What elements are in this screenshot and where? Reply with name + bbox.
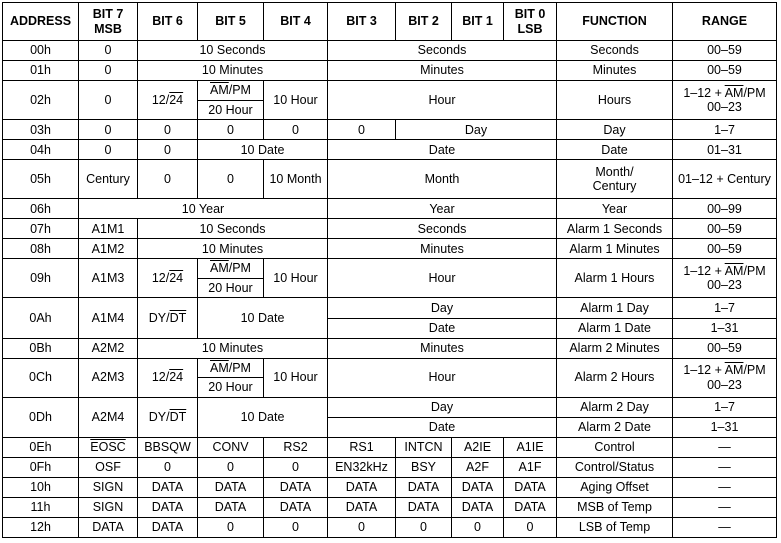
bit4-cell: 10 Month	[264, 160, 328, 199]
bit1-cell: A2IE	[452, 437, 504, 457]
lower-nibble-cell: Hour	[328, 358, 557, 397]
function-cell: Control/Status	[557, 457, 673, 477]
bit5-cell: $\overline{AM}/PM$ 20 Hour	[198, 81, 264, 120]
header-row	[3, 3, 777, 41]
bit5-cell: $\overline{AM}/PM$ 20 Hour	[198, 259, 264, 298]
range-cell: 00–59	[673, 61, 777, 81]
bit5-cell: $\overline{AM}/PM$ 20 Hour	[198, 358, 264, 397]
bit1-cell: DATA	[452, 497, 504, 517]
register-row-11h	[3, 497, 777, 517]
address-cell: 05h	[3, 160, 79, 199]
range-cell: 1–7	[673, 397, 777, 417]
bit4-cell: 10 Hour	[264, 358, 328, 397]
bit6-cell: 12/24	[138, 259, 198, 298]
upper-nibble-cell: 10 Minutes	[138, 61, 328, 81]
bit6-cell: 0	[138, 120, 198, 140]
bit4-cell: DATA	[264, 477, 328, 497]
function-cell: Hours	[557, 81, 673, 120]
lower-nibble-date-cell: Date	[328, 417, 557, 437]
range-cell: —	[673, 477, 777, 497]
register-row-12h	[3, 517, 777, 537]
bit4-cell: 10 Hour	[264, 259, 328, 298]
address-cell: 01h	[3, 61, 79, 81]
lower-nibble-cell: Seconds	[328, 219, 557, 239]
function-cell: Control	[557, 437, 673, 457]
bit6-cell: 12/24	[138, 358, 198, 397]
upper-nibble-cell: 10 Year	[79, 199, 328, 219]
bit3-cell: EN32kHz	[328, 457, 396, 477]
address-cell: 00h	[3, 41, 79, 61]
bit0-cell: DATA	[504, 497, 557, 517]
register-row-01h	[3, 61, 777, 81]
range-cell: 01–12 + Century	[673, 160, 777, 199]
bit7-cell: DATA	[79, 517, 138, 537]
function-cell: Alarm 2 Date	[557, 417, 673, 437]
header-function: FUNCTION	[557, 3, 673, 41]
bit7-cell: A1M3	[79, 259, 138, 298]
bit7-cell: A1M1	[79, 219, 138, 239]
bit1-cell: 0	[452, 517, 504, 537]
bit6-cell: DATA	[138, 477, 198, 497]
address-cell: 0Ch	[3, 358, 79, 397]
register-row-10h	[3, 477, 777, 497]
range-cell: —	[673, 457, 777, 477]
range-cell: 1–7	[673, 120, 777, 140]
header-bit6: BIT 6	[138, 3, 198, 41]
header-range: RANGE	[673, 3, 777, 41]
bit1-cell: DATA	[452, 477, 504, 497]
range-cell: $1-12 + \overline{AM}/PM$ 00–23	[673, 259, 777, 298]
lower-nibble-cell: Seconds	[328, 41, 557, 61]
bit7-cell: OSF	[79, 457, 138, 477]
bit6-cell: 0	[138, 140, 198, 160]
bit7-cell: 0	[79, 61, 138, 81]
bit3-cell: DATA	[328, 477, 396, 497]
bit7-cell: A2M4	[79, 397, 138, 437]
address-cell: 0Fh	[3, 457, 79, 477]
register-row-0ch	[3, 358, 777, 397]
lower-nibble-cell: Hour	[328, 259, 557, 298]
register-row-06h	[3, 199, 777, 219]
bit3-cell: DATA	[328, 497, 396, 517]
range-cell: 1–7	[673, 298, 777, 318]
register-row-08h	[3, 239, 777, 259]
bit7-cell: 0	[79, 41, 138, 61]
range-cell: 00–59	[673, 239, 777, 259]
bit7-cell: SIGN	[79, 497, 138, 517]
bit4-cell: 10 Hour	[264, 81, 328, 120]
function-cell: Month/ Century	[557, 160, 673, 199]
bit5-cell: 0	[198, 120, 264, 140]
bit2-cell: INTCN	[396, 437, 452, 457]
bit6-cell: BBSQW	[138, 437, 198, 457]
register-row-0fh	[3, 457, 777, 477]
header-bit5: BIT 5	[198, 3, 264, 41]
address-cell: 0Ah	[3, 298, 79, 338]
function-cell: Alarm 1 Minutes	[557, 239, 673, 259]
function-cell: Minutes	[557, 61, 673, 81]
lower-nibble-cell: Hour	[328, 81, 557, 120]
lower-nibble-date-cell: Date	[328, 318, 557, 338]
register-row-04h	[3, 140, 777, 160]
day-bits-cell: Day	[396, 120, 557, 140]
register-row-0bh	[3, 338, 777, 358]
function-cell: Alarm 1 Hours	[557, 259, 673, 298]
bit7-cell: Century	[79, 160, 138, 199]
bit6-cell: $DY/\overline{DT}$	[138, 397, 198, 437]
lower-nibble-cell: Month	[328, 160, 557, 199]
bit4-cell: RS2	[264, 437, 328, 457]
function-cell: MSB of Temp	[557, 497, 673, 517]
bit5-cell: 0	[198, 160, 264, 199]
bit3-cell: 0	[328, 517, 396, 537]
function-cell: Alarm 2 Minutes	[557, 338, 673, 358]
bit7-cell: 0	[79, 81, 138, 120]
upper-nibble-cell: 10 Date	[198, 298, 328, 338]
header-bit1: BIT 1	[452, 3, 504, 41]
address-cell: 06h	[3, 199, 79, 219]
bit5-cell: 0	[198, 457, 264, 477]
bit6-cell: DATA	[138, 497, 198, 517]
lower-nibble-day-cell: Day	[328, 298, 557, 318]
bit6-cell: 0	[138, 457, 198, 477]
header-bit4: BIT 4	[264, 3, 328, 41]
function-cell: LSB of Temp	[557, 517, 673, 537]
bit6-cell: 0	[138, 160, 198, 199]
address-cell: 04h	[3, 140, 79, 160]
range-cell: —	[673, 497, 777, 517]
function-cell: Alarm 1 Day	[557, 298, 673, 318]
function-cell: Alarm 2 Hours	[557, 358, 673, 397]
bit2-cell: BSY	[396, 457, 452, 477]
range-cell: 00–59	[673, 219, 777, 239]
bit2-cell: DATA	[396, 497, 452, 517]
bit7-cell: EOSC	[79, 437, 138, 457]
range-cell: —	[673, 437, 777, 457]
header-bit0: BIT 0 LSB	[504, 3, 557, 41]
function-cell: Year	[557, 199, 673, 219]
bit7-cell: A2M3	[79, 358, 138, 397]
bit4-cell: 0	[264, 517, 328, 537]
header-bit7: BIT 7 MSB	[79, 3, 138, 41]
address-cell: 0Eh	[3, 437, 79, 457]
function-cell: Date	[557, 140, 673, 160]
bit2-cell: 0	[396, 517, 452, 537]
lower-nibble-day-cell: Day	[328, 397, 557, 417]
address-cell: 03h	[3, 120, 79, 140]
upper-nibble-cell: 10 Date	[198, 397, 328, 437]
address-cell: 0Bh	[3, 338, 79, 358]
range-cell: 01–31	[673, 140, 777, 160]
address-cell: 09h	[3, 259, 79, 298]
bit7-cell: A1M2	[79, 239, 138, 259]
bit5-cell: 0	[198, 517, 264, 537]
range-cell: $1-12 + \overline{AM}/PM$ 00–23	[673, 81, 777, 120]
register-row-03h	[3, 120, 777, 140]
register-row-00h	[3, 41, 777, 61]
lower-nibble-cell: Date	[328, 140, 557, 160]
lower-nibble-cell: Minutes	[328, 338, 557, 358]
header-bit2: BIT 2	[396, 3, 452, 41]
bit2-cell: DATA	[396, 477, 452, 497]
lower-nibble-cell: Minutes	[328, 61, 557, 81]
function-cell: Day	[557, 120, 673, 140]
bit4-cell: 0	[264, 120, 328, 140]
address-cell: 02h	[3, 81, 79, 120]
bit5-cell: DATA	[198, 497, 264, 517]
function-cell: Alarm 2 Day	[557, 397, 673, 417]
address-cell: 07h	[3, 219, 79, 239]
bit0-cell: DATA	[504, 477, 557, 497]
bit0-cell: A1F	[504, 457, 557, 477]
bit7-cell: A2M2	[79, 338, 138, 358]
function-cell: Seconds	[557, 41, 673, 61]
upper-nibble-cell: 10 Seconds	[138, 41, 328, 61]
bit7-cell: SIGN	[79, 477, 138, 497]
register-row-0ah	[3, 298, 777, 318]
bit6-cell: DATA	[138, 517, 198, 537]
bit4-cell: 0	[264, 457, 328, 477]
register-row-05h	[3, 160, 777, 199]
bit3-cell: 0	[328, 120, 396, 140]
header-bit3: BIT 3	[328, 3, 396, 41]
lower-nibble-cell: Minutes	[328, 239, 557, 259]
bit7-cell: 0	[79, 140, 138, 160]
bit4-cell: DATA	[264, 497, 328, 517]
register-map-table	[2, 2, 777, 538]
bit5-cell: CONV	[198, 437, 264, 457]
register-row-0eh	[3, 437, 777, 457]
bit7-cell: A1M4	[79, 298, 138, 338]
function-cell: Alarm 1 Seconds	[557, 219, 673, 239]
address-cell: 0Dh	[3, 397, 79, 437]
range-cell: $1-12 + \overline{AM}/PM$ 00–23	[673, 358, 777, 397]
upper-nibble-cell: 10 Minutes	[138, 338, 328, 358]
range-cell: —	[673, 517, 777, 537]
function-cell: Alarm 1 Date	[557, 318, 673, 338]
bit1-cell: A2F	[452, 457, 504, 477]
address-cell: 10h	[3, 477, 79, 497]
range-cell: 00–59	[673, 338, 777, 358]
bit6-cell: $DY/\overline{DT}$	[138, 298, 198, 338]
address-cell: 11h	[3, 497, 79, 517]
range-cell: 00–99	[673, 199, 777, 219]
upper-nibble-cell: 10 Seconds	[138, 219, 328, 239]
range-cell: 1–31	[673, 417, 777, 437]
register-row-09h	[3, 259, 777, 298]
upper-nibble-cell: 10 Minutes	[138, 239, 328, 259]
register-row-02h	[3, 81, 777, 120]
lower-nibble-cell: Year	[328, 199, 557, 219]
bit0-cell: A1IE	[504, 437, 557, 457]
range-cell: 1–31	[673, 318, 777, 338]
range-cell: 00–59	[673, 41, 777, 61]
bit5-cell: DATA	[198, 477, 264, 497]
header-address: ADDRESS	[3, 3, 79, 41]
bit3-cell: RS1	[328, 437, 396, 457]
bit6-cell: 12/24	[138, 81, 198, 120]
address-cell: 08h	[3, 239, 79, 259]
register-row-0dh	[3, 397, 777, 417]
register-row-07h	[3, 219, 777, 239]
bit0-cell: 0	[504, 517, 557, 537]
bit7-cell: 0	[79, 120, 138, 140]
function-cell: Aging Offset	[557, 477, 673, 497]
address-cell: 12h	[3, 517, 79, 537]
upper-nibble-cell: 10 Date	[198, 140, 328, 160]
